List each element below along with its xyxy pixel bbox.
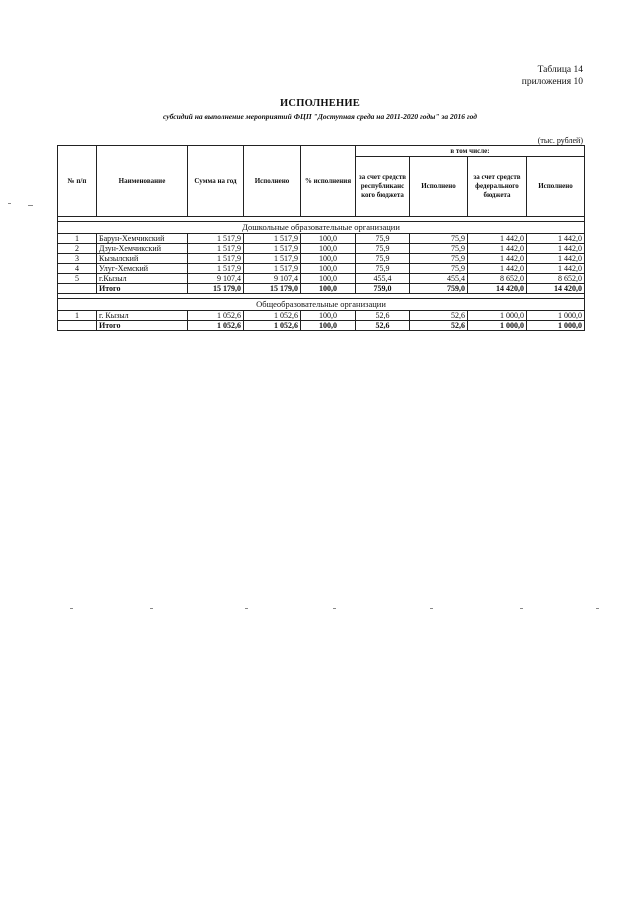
cell-done: 1 517,9 [244,254,301,264]
section-header-general [58,299,585,311]
cell-rep: 759,0 [356,284,410,294]
section-title: Общеобразовательные организации [58,299,585,311]
cell-rep: 52,6 [356,311,410,321]
cell-num: 5 [58,274,97,284]
cell-rep-done: 75,9 [410,264,468,274]
cell-fed: 1 442,0 [468,234,527,244]
scan-speck [333,608,336,609]
cell-fed: 8 652,0 [468,274,527,284]
cell-rep: 52,6 [356,321,410,331]
table-row [58,264,585,274]
cell-done: 1 052,6 [244,321,301,331]
scan-speck [596,608,599,609]
cell-fed-done: 1 442,0 [527,234,585,244]
col-header-pct: % исполнения [301,146,356,217]
cell-pct: 100,0 [301,321,356,331]
scan-speck [245,608,248,609]
cell-done: 1 052,6 [244,311,301,321]
cell-rep-done: 75,9 [410,254,468,264]
scan-speck [430,608,433,609]
cell-sum: 1 517,9 [188,254,244,264]
cell-done: 9 107,4 [244,274,301,284]
table-row [58,244,585,254]
cell-rep: 75,9 [356,254,410,264]
col-header-fed-done: Исполнено [527,157,585,217]
cell-name: г. Кызыл [97,311,188,321]
cell-name: Дзун-Хемчикский [97,244,188,254]
cell-fed: 14 420,0 [468,284,527,294]
cell-sum: 15 179,0 [188,284,244,294]
table-row [58,234,585,244]
table-reference [522,64,583,88]
cell-name: Кызылский [97,254,188,264]
scan-speck [8,203,11,204]
cell-num: 1 [58,311,97,321]
cell-num: 1 [58,234,97,244]
cell-sum: 1 517,9 [188,244,244,254]
col-header-including: в том числе: [356,146,585,157]
total-row [58,321,585,331]
cell-fed: 1 000,0 [468,321,527,331]
cell-rep-done: 455,4 [410,274,468,284]
cell-pct: 100,0 [301,264,356,274]
col-header-num: № п/п [58,146,97,217]
cell-name: Итого [97,284,188,294]
total-row [58,284,585,294]
cell-fed: 1 442,0 [468,264,527,274]
col-header-rep-done: Исполнено [410,157,468,217]
cell-rep: 75,9 [356,264,410,274]
cell-pct: 100,0 [301,284,356,294]
cell-num: 4 [58,264,97,274]
document-title: ИСПОЛНЕНИЕ [280,98,360,109]
cell-sum: 1 517,9 [188,264,244,274]
cell-rep-done: 75,9 [410,234,468,244]
cell-name: Итого [97,321,188,331]
table-row [58,274,585,284]
cell-fed: 1 000,0 [468,311,527,321]
cell-fed-done: 14 420,0 [527,284,585,294]
cell-name: Улуг-Хемский [97,264,188,274]
cell-fed-done: 1 442,0 [527,254,585,264]
cell-pct: 100,0 [301,244,356,254]
document-subtitle: субсидий на выполнение мероприятий ФЦП "Доступная среда на 2011-2020 годы" за 2016 год [163,112,477,121]
col-header-rep: за счет средств республиканс кого бюджета [356,157,410,217]
cell-done: 1 517,9 [244,244,301,254]
cell-sum: 1 052,6 [188,321,244,331]
scan-speck [28,205,33,206]
cell-done: 1 517,9 [244,264,301,274]
cell-pct: 100,0 [301,274,356,284]
table-number: Таблица 14 [537,65,583,75]
cell-rep-done: 75,9 [410,244,468,254]
col-header-fed: за счет средств федерального бюджета [468,157,527,217]
cell-rep-done: 52,6 [410,311,468,321]
cell-done: 1 517,9 [244,234,301,244]
appendix-number: приложения 10 [521,77,583,87]
cell-rep-done: 52,6 [410,321,468,331]
header-row-1 [58,146,585,157]
scan-speck [150,608,153,609]
cell-sum: 1 517,9 [188,234,244,244]
cell-rep: 75,9 [356,234,410,244]
cell-fed-done: 1 442,0 [527,264,585,274]
cell-num [58,284,97,294]
table-row [58,311,585,321]
scan-speck [70,608,73,609]
cell-num [58,321,97,331]
cell-done: 15 179,0 [244,284,301,294]
cell-sum: 1 052,6 [188,311,244,321]
section-title: Дошкольные образовательные организации [58,222,585,234]
col-header-done: Исполнено [244,146,301,217]
cell-fed-done: 8 652,0 [527,274,585,284]
cell-pct: 100,0 [301,311,356,321]
cell-pct: 100,0 [301,234,356,244]
cell-num: 2 [58,244,97,254]
cell-fed-done: 1 000,0 [527,321,585,331]
cell-fed-done: 1 442,0 [527,244,585,254]
table-row [58,254,585,264]
execution-table [57,145,585,331]
cell-sum: 9 107,4 [188,274,244,284]
scan-speck [520,608,523,609]
cell-rep-done: 759,0 [410,284,468,294]
cell-fed-done: 1 000,0 [527,311,585,321]
section-header-preschool [58,222,585,234]
cell-fed: 1 442,0 [468,254,527,264]
cell-num: 3 [58,254,97,264]
cell-pct: 100,0 [301,254,356,264]
cell-name: Барун-Хемчикский [97,234,188,244]
cell-name: г.Кызыл [97,274,188,284]
col-header-name: Наименование [97,146,188,217]
cell-rep: 455,4 [356,274,410,284]
col-header-sum: Сумма на год [188,146,244,217]
cell-fed: 1 442,0 [468,244,527,254]
cell-rep: 75,9 [356,244,410,254]
units-note: (тыс. рублей) [537,136,583,145]
